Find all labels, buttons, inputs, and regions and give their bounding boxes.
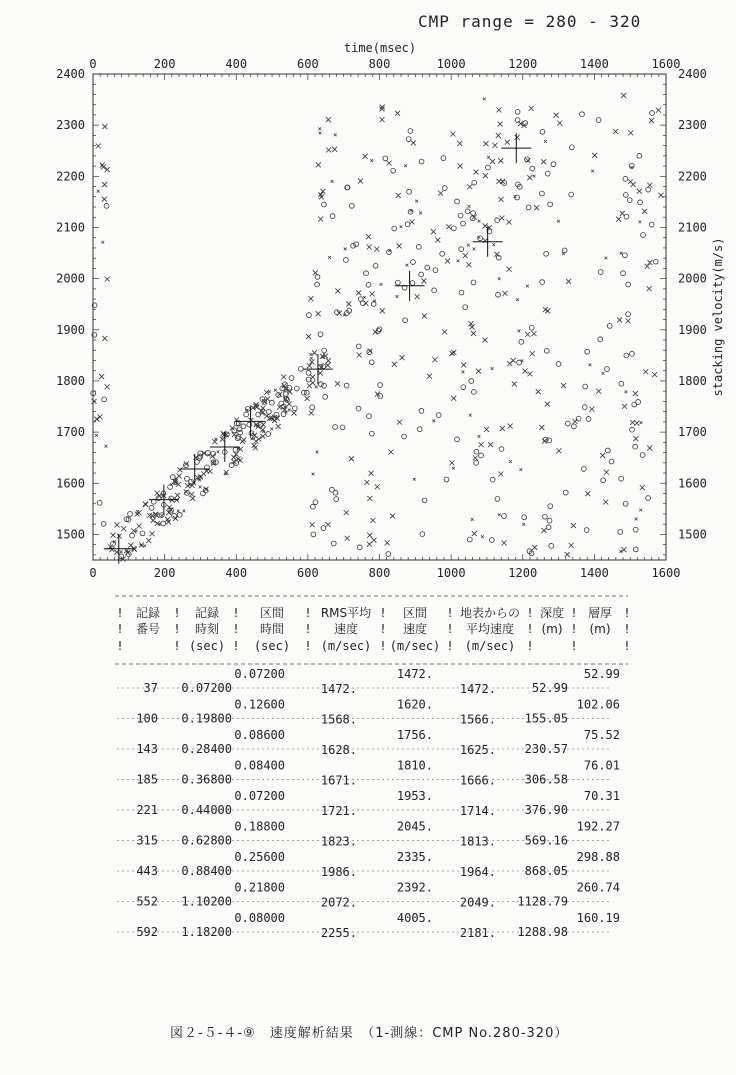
depth-value: 569.16	[524, 833, 568, 848]
interval-time: 0.08600	[234, 728, 285, 742]
header-cell: 速度	[333, 622, 359, 636]
y-tick-label-right: 2400	[678, 67, 707, 81]
x-tick-label-bottom: 1400	[579, 566, 609, 580]
layer-thickness: 160.19	[576, 911, 620, 925]
header-separator: !	[570, 622, 578, 636]
header-separator: !	[379, 606, 387, 620]
header-cell: 番号	[135, 622, 161, 636]
interval-time: 0.08000	[234, 911, 285, 925]
interval-time: 0.07200	[234, 789, 285, 803]
x-tick-label-top: 1600	[651, 57, 681, 71]
rms-velocity: 1568.	[320, 712, 357, 727]
layer-thickness: 102.06	[576, 697, 620, 712]
header-cell: 深度	[539, 606, 565, 620]
record-number: 100	[136, 711, 158, 726]
header-cell: 時間	[259, 622, 285, 636]
header-separator: !	[232, 639, 240, 653]
header-cell: 区間	[259, 606, 285, 620]
depth-value: 376.90	[524, 803, 568, 817]
record-time: 0.88400	[181, 864, 232, 878]
rms-velocity: 1671.	[320, 773, 357, 788]
header-cell: 記録	[194, 606, 220, 620]
header-separator: !	[304, 639, 312, 653]
x-tick-label-bottom: 400	[225, 566, 248, 580]
record-number: 315	[136, 833, 158, 848]
depth-value: 868.05	[524, 864, 568, 878]
interval-velocity: 2335.	[396, 850, 433, 864]
y-axis-label-right: stacking velocity(m/s)	[711, 237, 725, 397]
header-cell: (m/sec)	[320, 639, 372, 653]
header-separator: !	[173, 622, 181, 636]
header-separator: !	[570, 606, 578, 620]
header-separator: !	[446, 606, 454, 620]
layer-thickness: 70.31	[583, 789, 620, 803]
record-time: 0.62800	[181, 833, 232, 848]
rms-velocity: 1986.	[320, 865, 357, 879]
layer-thickness: 260.74	[576, 880, 620, 895]
average-velocity: 1472.	[459, 682, 496, 696]
header-separator: !	[116, 639, 124, 653]
depth-value: 52.99	[531, 681, 568, 695]
header-separator: !	[526, 622, 534, 636]
average-velocity: 1625.	[459, 743, 496, 757]
rms-velocity: 2255.	[320, 926, 357, 940]
average-velocity: 1714.	[459, 804, 496, 818]
y-tick-label-right: 1800	[678, 373, 707, 388]
header-cell: 時刻	[194, 622, 220, 636]
x-tick-label-bottom: 200	[153, 566, 176, 580]
interval-velocity: 1472.	[396, 667, 433, 681]
header-cell: 層厚	[587, 606, 613, 620]
record-number: 37	[143, 681, 158, 695]
header-cell: (sec)	[253, 639, 291, 653]
header-separator: !	[379, 622, 387, 636]
header-separator: !	[304, 606, 312, 620]
x-tick-label-bottom: 800	[368, 566, 391, 580]
average-velocity: 1813.	[459, 834, 496, 849]
average-velocity: 1566.	[459, 712, 496, 727]
x-tick-label-top: 600	[297, 57, 319, 71]
x-axis-label-top: time(msec)	[343, 41, 417, 55]
header-separator: !	[526, 639, 534, 653]
y-tick-label-left: 1900	[56, 322, 85, 337]
header-separator: !	[116, 622, 124, 636]
figure-caption: 図２-５-４-⑨ 速度解析結果 （1-測線：CMP No.280-320）	[170, 1026, 569, 1041]
x-tick-label-top: 1400	[579, 57, 609, 71]
y-tick-label-left: 1500	[56, 527, 85, 542]
record-number: 443	[136, 864, 158, 878]
record-number: 592	[136, 925, 158, 939]
rms-velocity: 1628.	[320, 743, 357, 757]
header-cell: RMS平均	[320, 606, 372, 620]
interval-velocity: 1810.	[396, 758, 433, 773]
interval-velocity: 1953.	[396, 789, 433, 803]
layer-thickness: 76.01	[583, 758, 620, 773]
header-separator: !	[232, 606, 240, 620]
record-time: 0.19800	[181, 711, 232, 726]
header-separator: !	[304, 622, 312, 636]
header-cell: (m/sec)	[389, 639, 441, 653]
x-tick-label-bottom: 600	[297, 566, 319, 580]
layer-thickness: 298.88	[576, 850, 620, 864]
interval-time: 0.12600	[234, 697, 285, 712]
interval-velocity: 2392.	[396, 880, 433, 895]
rms-velocity: 1721.	[320, 804, 357, 818]
average-velocity: 1964.	[459, 865, 496, 879]
x-tick-label-top: 1200	[508, 57, 538, 71]
record-time: 1.10200	[181, 894, 232, 909]
header-separator: !	[446, 622, 454, 636]
header-cell: (m)	[541, 622, 563, 636]
x-tick-label-bottom: 1000	[436, 566, 466, 580]
y-tick-label-right: 2000	[678, 271, 707, 286]
header-cell: 速度	[402, 622, 428, 636]
x-tick-label-bottom: 1200	[508, 566, 538, 580]
average-velocity: 2181.	[459, 926, 496, 940]
y-tick-label-right: 1700	[678, 425, 707, 440]
header-separator: !	[446, 639, 454, 653]
y-tick-label-left: 2400	[56, 67, 85, 81]
layer-thickness: 192.27	[576, 819, 620, 834]
interval-velocity: 4005.	[396, 911, 433, 925]
rms-velocity: 2072.	[320, 895, 357, 910]
depth-value: 1288.98	[517, 925, 568, 939]
y-tick-label-left: 1600	[56, 476, 85, 491]
header-separator: !	[173, 639, 181, 653]
x-tick-label-top: 400	[225, 57, 248, 71]
x-tick-label-top: 1000	[436, 57, 466, 71]
header-cell: (m/sec)	[464, 639, 516, 653]
rms-velocity: 1472.	[320, 682, 357, 696]
depth-value: 230.57	[524, 742, 568, 756]
record-time: 0.36800	[181, 772, 232, 787]
x-tick-label-top: 0	[89, 57, 97, 71]
header-separator: !	[623, 606, 631, 620]
header-cell: 区間	[402, 606, 428, 620]
header-separator: !	[232, 622, 240, 636]
interval-velocity: 2045.	[396, 819, 433, 834]
y-tick-label-right: 2100	[678, 220, 707, 235]
interval-velocity: 1756.	[396, 728, 433, 742]
cmp-range-label: CMP range = 280 - 320	[418, 12, 642, 31]
average-velocity: 2049.	[459, 895, 496, 910]
y-tick-label-left: 1800	[56, 373, 85, 388]
record-time: 1.18200	[181, 925, 232, 939]
record-number: 552	[136, 894, 158, 909]
record-time: 0.28400	[181, 742, 232, 756]
y-tick-label-right: 2200	[678, 169, 707, 184]
header-separator: !	[173, 606, 181, 620]
record-number: 221	[136, 803, 158, 817]
header-separator: !	[623, 639, 631, 653]
y-tick-label-right: 1600	[678, 476, 707, 491]
record-time: 0.07200	[181, 681, 232, 695]
header-cell: 記録	[135, 606, 161, 620]
y-tick-label-left: 2300	[56, 118, 85, 133]
x-tick-label-top: 200	[153, 57, 176, 71]
depth-value: 306.58	[524, 772, 568, 787]
y-tick-label-right: 1500	[678, 527, 707, 542]
record-number: 143	[136, 742, 158, 756]
y-tick-label-right: 2300	[678, 118, 707, 133]
x-tick-label-top: 800	[368, 57, 391, 71]
x-tick-label-bottom: 1600	[651, 566, 681, 580]
header-separator: !	[570, 639, 578, 653]
x-tick-label-bottom: 0	[89, 566, 97, 580]
y-tick-label-left: 1700	[56, 425, 85, 440]
interval-time: 0.18800	[234, 819, 285, 834]
interval-time: 0.25600	[234, 850, 285, 864]
depth-value: 155.05	[524, 711, 568, 726]
layer-thickness: 75.52	[583, 728, 620, 742]
header-separator: !	[623, 622, 631, 636]
interval-time: 0.07200	[234, 667, 285, 681]
interval-time: 0.08400	[234, 758, 285, 773]
rms-velocity: 1823.	[320, 834, 357, 849]
header-separator: !	[526, 606, 534, 620]
header-cell: 平均速度	[465, 622, 515, 636]
header-cell: (sec)	[188, 639, 226, 653]
y-tick-label-left: 2200	[56, 169, 85, 184]
header-cell: 地表からの	[459, 606, 521, 620]
header-separator: !	[116, 606, 124, 620]
y-tick-label-right: 1900	[678, 322, 707, 337]
layer-thickness: 52.99	[583, 667, 620, 681]
record-time: 0.44000	[181, 803, 232, 817]
record-number: 185	[136, 772, 158, 787]
interval-velocity: 1620.	[396, 697, 433, 712]
depth-value: 1128.79	[517, 894, 568, 909]
interval-time: 0.21800	[234, 880, 285, 895]
y-tick-label-left: 2100	[56, 220, 85, 235]
y-tick-label-left: 2000	[56, 271, 85, 286]
header-separator: !	[379, 639, 387, 653]
header-cell: (m)	[589, 622, 611, 636]
average-velocity: 1666.	[459, 773, 496, 788]
